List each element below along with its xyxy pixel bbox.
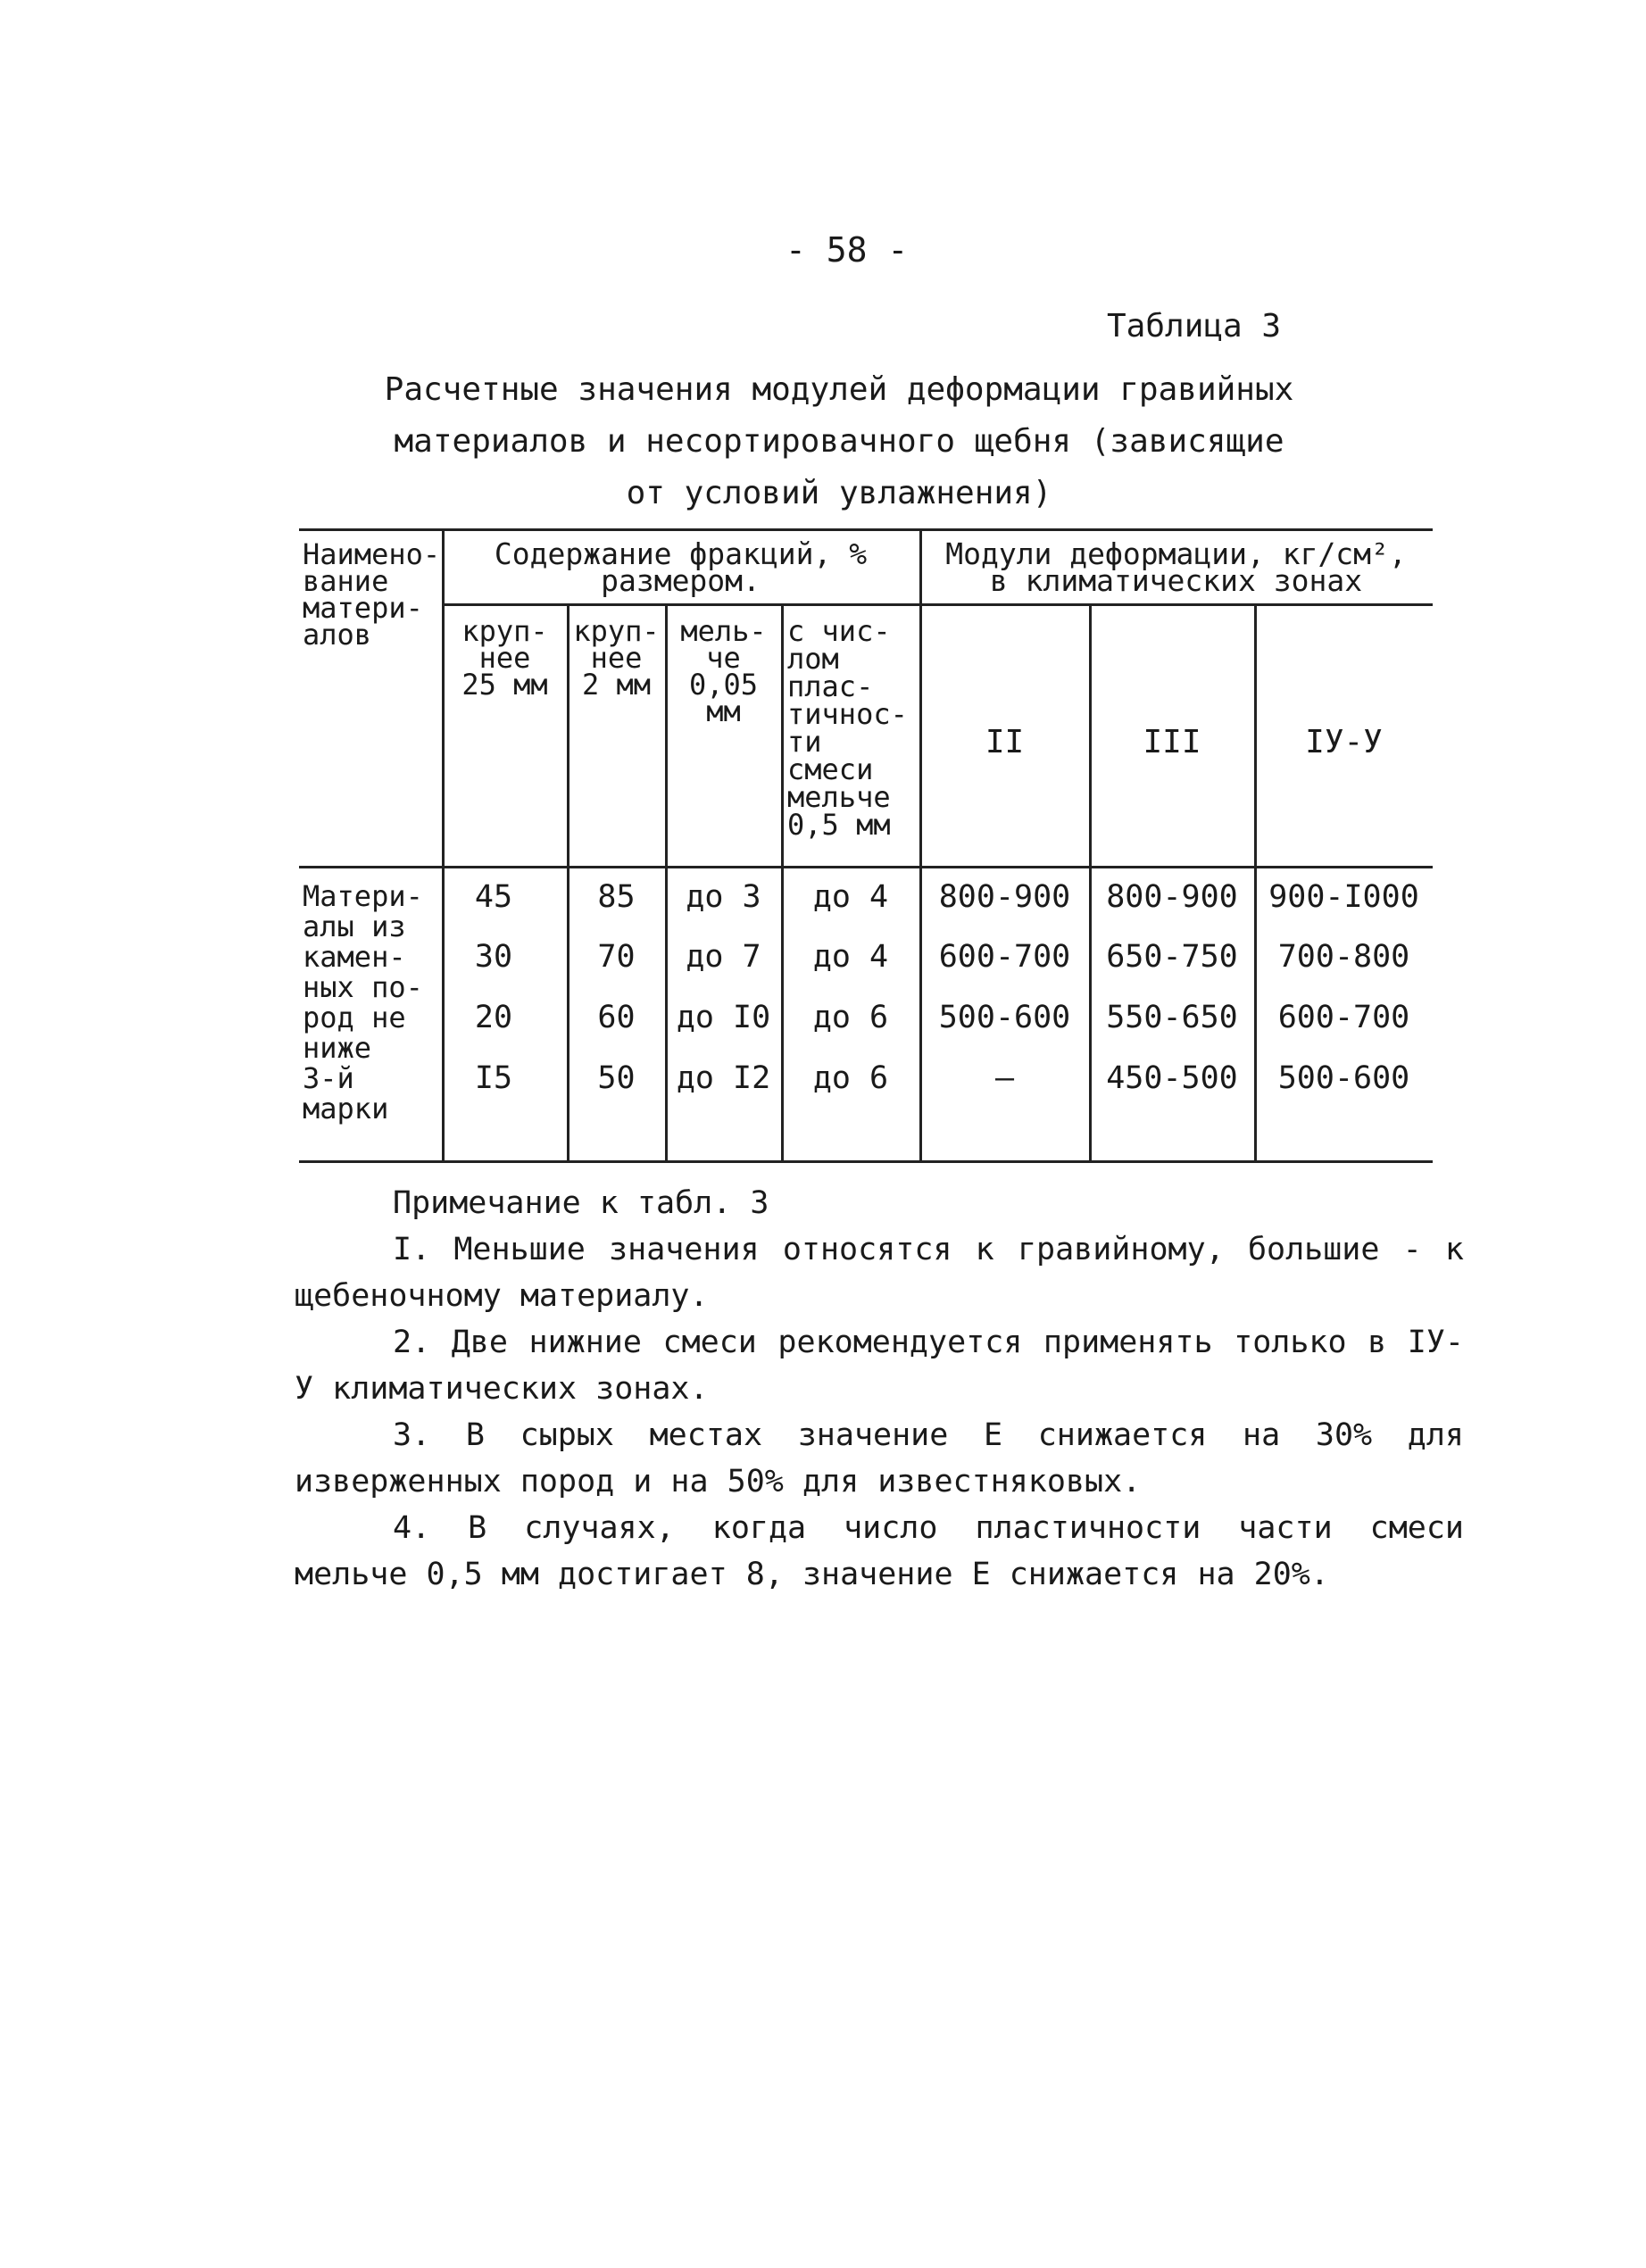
cell-zone-2: 800-900 [938, 879, 1071, 915]
cell-zone-4-5: 500-600 [1277, 1060, 1410, 1096]
notes-heading: Примечание к табл. 3 [393, 1185, 769, 1221]
cell-zone-3: 800-900 [1106, 879, 1238, 915]
cell-plasticity: до 6 [812, 1060, 889, 1096]
header-zone-2: II [985, 724, 1025, 760]
header-zone-4-5: IУ-У [1305, 724, 1383, 760]
cell-zone-4-5: 900-I000 [1268, 879, 1419, 915]
cell-coarse-25: 45 [474, 879, 513, 915]
header-fractions: Содержание фракций, % размером. [494, 536, 868, 598]
cell-fine-005: до I2 [676, 1060, 771, 1096]
header-fine-005: мель- че 0,05 мм [680, 614, 767, 728]
title-line: материалов и несортировачного щебня (зависящие [394, 423, 1284, 460]
cell-plasticity: до 6 [812, 1000, 889, 1035]
deformation-moduli-table [299, 528, 1433, 1162]
cell-coarse-25: 30 [474, 939, 513, 975]
cell-fine-005: до I0 [676, 1000, 771, 1035]
page-number: - 58 - [786, 230, 909, 270]
cell-fine-005: до 7 [686, 939, 761, 975]
cell-zone-4-5: 700-800 [1277, 939, 1410, 975]
header-name: Наимено- вание матери- алов [303, 537, 441, 652]
header-bottom-rule [299, 866, 1433, 868]
cell-zone-3: 550-650 [1106, 1000, 1238, 1035]
header-coarse-2: круп- нее 2 мм [573, 614, 660, 702]
cell-plasticity: до 4 [812, 879, 889, 915]
title-line: от условий увлажнения) [626, 475, 1052, 511]
cell-coarse-25: I5 [474, 1060, 513, 1096]
cell-zone-3: 450-500 [1106, 1060, 1238, 1096]
cell-coarse-2: 70 [597, 939, 636, 975]
table-notes [295, 1180, 1464, 1598]
cell-zone-2: 500-600 [938, 1000, 1071, 1035]
cell-coarse-2: 50 [597, 1060, 636, 1096]
cell-zone-4-5: 600-700 [1277, 1000, 1410, 1035]
table-label: Таблица 3 [1107, 308, 1282, 345]
cell-plasticity: до 4 [812, 939, 889, 975]
header-plasticity: с чис- лом плас- тичнос- ти смеси мельче 0,5 мм [787, 614, 908, 842]
cell-coarse-2: 60 [597, 1000, 636, 1035]
note-item: 2. Две нижние смеси рекомендуется применять только в IУ-У климатических зонах. [295, 1325, 1464, 1407]
table-title [375, 364, 1303, 519]
cell-coarse-25: 20 [474, 1000, 513, 1035]
header-moduli: Модули деформации, кг/см², в климатических зонах [945, 536, 1407, 598]
note-item: 4. В случаях, когда число пластичности части смеси мельче 0,5 мм достигает 8, значение Е снижается на 20%. [295, 1510, 1464, 1592]
table-bottom-rule [299, 1160, 1433, 1163]
cell-zone-3: 650-750 [1106, 939, 1238, 975]
table-top-rule [299, 528, 1433, 531]
title-line: Расчетные значения модулей деформации гравийных [384, 371, 1294, 408]
header-coarse-25: круп- нее 25 мм [461, 614, 548, 702]
row-label-materials: Матери- алы из камен- ных по- род не ниже 3-й марки [303, 879, 423, 1126]
cell-coarse-2: 85 [597, 879, 636, 915]
cell-fine-005: до 3 [686, 879, 761, 915]
note-item: 3. В сырых местах значение Е снижается на 30% для изверженных пород и на 50% для известняковых. [295, 1417, 1464, 1500]
note-item: I. Меньшие значения относятся к гравийному, большие - к щебеночному материалу. [295, 1232, 1464, 1314]
cell-zone-2: 600-700 [938, 939, 1071, 975]
header-zone-3: III [1143, 724, 1201, 760]
header-group-rule [442, 603, 1433, 606]
cell-zone-2: – [994, 1060, 1015, 1096]
